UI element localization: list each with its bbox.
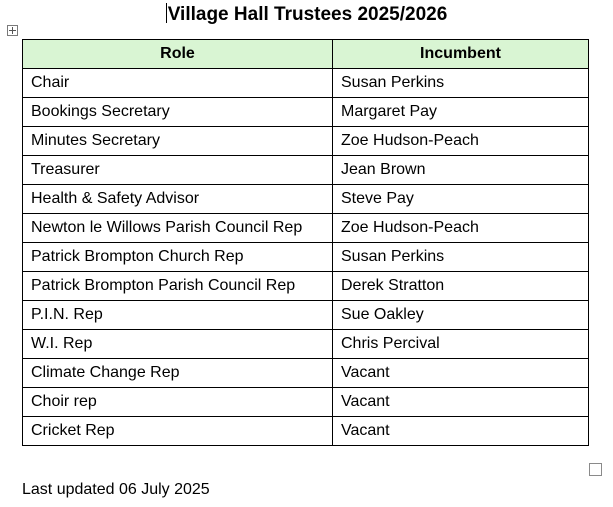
incumbent-cell[interactable]: Sue Oakley: [333, 301, 589, 330]
role-cell[interactable]: Climate Change Rep: [23, 359, 333, 388]
table-row: [23, 330, 589, 359]
role-cell[interactable]: Minutes Secretary: [23, 127, 333, 156]
text-cursor: [166, 3, 167, 23]
header-role[interactable]: Role: [23, 40, 333, 69]
incumbent-cell[interactable]: Chris Percival: [333, 330, 589, 359]
table-row: [23, 243, 589, 272]
last-updated-note: Last updated 06 July 2025: [22, 481, 210, 498]
role-cell[interactable]: P.I.N. Rep: [23, 301, 333, 330]
role-cell[interactable]: Treasurer: [23, 156, 333, 185]
table-move-handle-icon[interactable]: [7, 25, 18, 36]
role-cell[interactable]: Patrick Brompton Parish Council Rep: [23, 272, 333, 301]
incumbent-cell[interactable]: Vacant: [333, 417, 589, 446]
role-cell[interactable]: Chair: [23, 69, 333, 98]
role-cell[interactable]: Bookings Secretary: [23, 98, 333, 127]
incumbent-cell[interactable]: Vacant: [333, 388, 589, 417]
table-row: [23, 69, 589, 98]
table-resize-handle-icon[interactable]: [589, 463, 602, 476]
table-row: [23, 185, 589, 214]
table-row: [23, 417, 589, 446]
table-header-row: [23, 40, 589, 69]
document-title[interactable]: [0, 2, 613, 28]
table-row: [23, 359, 589, 388]
document-title-text: Village Hall Trustees 2025/2026: [167, 4, 448, 25]
incumbent-cell[interactable]: Jean Brown: [333, 156, 589, 185]
table-row: [23, 156, 589, 185]
incumbent-cell[interactable]: Vacant: [333, 359, 589, 388]
incumbent-cell[interactable]: Susan Perkins: [333, 243, 589, 272]
table-row: [23, 214, 589, 243]
table-row: [23, 272, 589, 301]
incumbent-cell[interactable]: Derek Stratton: [333, 272, 589, 301]
role-cell[interactable]: W.I. Rep: [23, 330, 333, 359]
table-row: [23, 301, 589, 330]
incumbent-cell[interactable]: Susan Perkins: [333, 69, 589, 98]
role-cell[interactable]: Patrick Brompton Church Rep: [23, 243, 333, 272]
trustees-table: [22, 39, 589, 446]
incumbent-cell[interactable]: Margaret Pay: [333, 98, 589, 127]
table-row: [23, 388, 589, 417]
incumbent-cell[interactable]: Zoe Hudson-Peach: [333, 127, 589, 156]
table-row: [23, 98, 589, 127]
header-incumbent[interactable]: Incumbent: [333, 40, 589, 69]
role-cell[interactable]: Choir rep: [23, 388, 333, 417]
role-cell[interactable]: Newton le Willows Parish Council Rep: [23, 214, 333, 243]
role-cell[interactable]: Cricket Rep: [23, 417, 333, 446]
incumbent-cell[interactable]: Zoe Hudson-Peach: [333, 214, 589, 243]
table-row: [23, 127, 589, 156]
incumbent-cell[interactable]: Steve Pay: [333, 185, 589, 214]
role-cell[interactable]: Health & Safety Advisor: [23, 185, 333, 214]
